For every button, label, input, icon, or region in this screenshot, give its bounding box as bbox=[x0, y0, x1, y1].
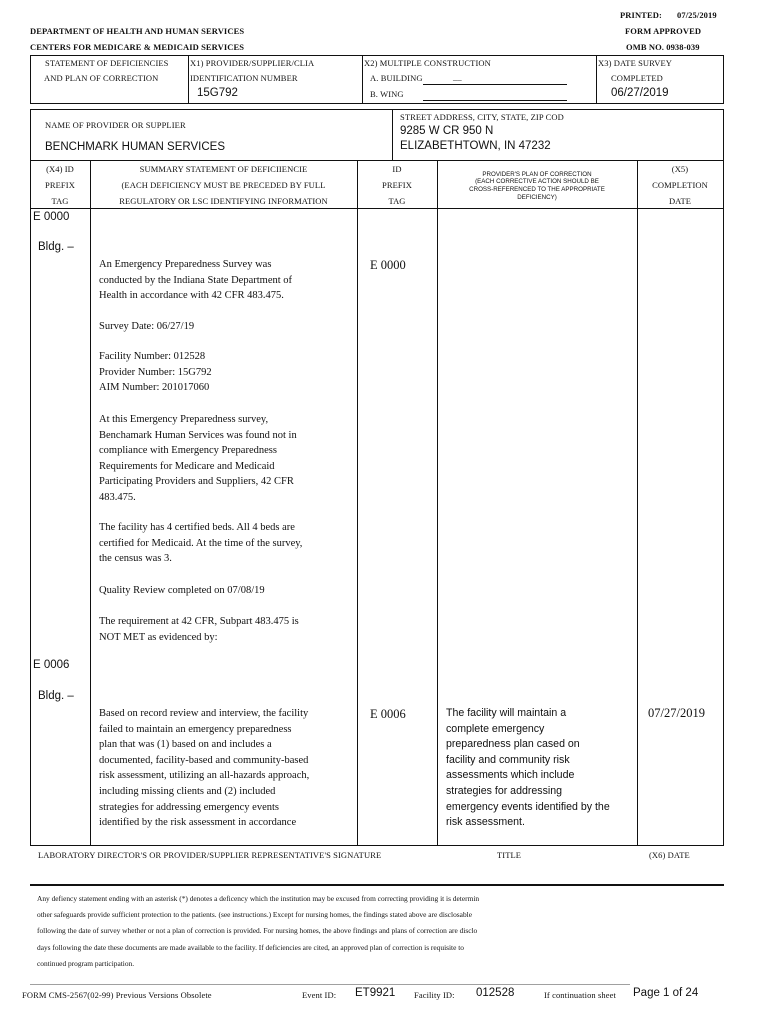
deficiency-paragraph-2: Survey Date: 06/27/19 bbox=[99, 321, 195, 332]
x5-header-2: COMPLETION bbox=[652, 180, 708, 190]
id-header-2: PREFIX bbox=[382, 180, 412, 190]
tag-e0006-right: E 0006 bbox=[370, 707, 406, 721]
form-approved: FORM APPROVED bbox=[625, 26, 702, 36]
x1-label-1: X1) PROVIDER/SUPPLIER/CLIA bbox=[190, 58, 315, 68]
omb-number: OMB NO. 0938-039 bbox=[626, 42, 700, 52]
event-id-label: Event ID: bbox=[302, 990, 337, 1000]
printed-date: 07/25/2019 bbox=[677, 10, 717, 20]
id-header-1: ID bbox=[392, 164, 402, 174]
x5-header-3: DATE bbox=[668, 196, 692, 206]
bldg-label-1: Bldg. – bbox=[38, 241, 74, 253]
cms-title: CENTERS FOR MEDICARE & MEDICAID SERVICES bbox=[30, 42, 245, 52]
x4-header-2: PREFIX bbox=[45, 180, 75, 190]
printed-label: PRINTED: bbox=[620, 10, 662, 20]
form-number: FORM CMS-2567(02-99) Previous Versions Obsolete bbox=[22, 990, 212, 1000]
summary-header-2: (EACH DEFICIENCY MUST BE PRECEDED BY FULL bbox=[121, 180, 326, 190]
address-label: STREET ADDRESS, CITY, STATE, ZIP COD bbox=[400, 112, 564, 122]
provider-name: BENCHMARK HUMAN SERVICES bbox=[45, 141, 225, 153]
id-header-3: TAG bbox=[388, 196, 406, 206]
summary-header-1: SUMMARY STATEMENT OF DEFICIIENCIE bbox=[139, 164, 308, 174]
x5-header-1: (X5) bbox=[671, 164, 689, 174]
continuation-label: If continuation sheet bbox=[544, 990, 616, 1000]
x3-label-1: X3) DATE SURVEY bbox=[598, 58, 673, 68]
tag-e0000-right: E 0000 bbox=[370, 258, 406, 272]
deficiency-paragraph-8: Based on record review and interview, the facility failed to maintain an emergency preparedness plan that was (1) based on and includes a documented, facility-based and community-based risk assessment, utilizing an all-hazards approach, including missing clients and (2) included strategies for addressing emergency events identified by the risk assessment in accordance bbox=[99, 708, 310, 829]
wing-label: B. WING bbox=[370, 89, 404, 99]
date-label: (X6) DATE bbox=[649, 850, 690, 860]
department-title: DEPARTMENT OF HEALTH AND HUMAN SERVICES bbox=[30, 26, 245, 36]
x4-header-3: TAG bbox=[51, 196, 69, 206]
building-value: __ bbox=[453, 72, 462, 82]
tag-e0006: E 0006 bbox=[33, 659, 70, 671]
poc-header-1: PROVIDER'S PLAN OF CORRECTION bbox=[482, 171, 592, 178]
facility-id-label: Facility ID: bbox=[414, 990, 455, 1000]
statement-label-1: STATEMENT OF DEFICIENCIES bbox=[45, 58, 169, 68]
x3-label-2: COMPLETED bbox=[611, 73, 663, 83]
poc-header-2: (EACH CORRECTIVE ACTION SHOULD BE bbox=[475, 178, 599, 185]
deficiency-paragraph-1: An Emergency Preparedness Survey was conducted by the Indiana State Department of Health in accordance with 42 CFR 483.475. bbox=[99, 259, 293, 302]
tag-e0000: E 0000 bbox=[33, 211, 70, 223]
event-id-value: ET9921 bbox=[355, 987, 396, 999]
signature-label: LABORATORY DIRECTOR'S OR PROVIDER/SUPPLIER REPRESENTATIVE'S SIGNATURE bbox=[38, 850, 382, 860]
x4-header-1: (X4) ID bbox=[46, 164, 74, 174]
title-label: TITLE bbox=[497, 850, 522, 860]
footnote: Any defiency statement ending with an asterisk (*) denotes a deficency which the institution may be excused from correcting providing it is determin other safeguards provide sufficient protection to the patients. (see instructions.) Except for nursing homes, the findings stated above are disclosable following the date of survey whether or not a plan of correction is provided. For nursing homes, the above findings and plans of correction are disclo days following the date these documents are made available to the facility. If deficiencies are cited, an approved plan of correction is requisite to continued program participation. bbox=[37, 894, 480, 968]
poc-header-3: CROSS-REFERENCED TO THE APPROPRIATE bbox=[469, 186, 605, 193]
deficiency-paragraph-6: Quality Review completed on 07/08/19 bbox=[99, 585, 265, 596]
survey-date: 06/27/2019 bbox=[611, 87, 669, 99]
provider-name-label: NAME OF PROVIDER OR SUPPLIER bbox=[45, 120, 186, 130]
deficiency-paragraph-7: The requirement at 42 CFR, Subpart 483.475 is NOT MET as evidenced by: bbox=[99, 616, 299, 643]
page-number: Page 1 of 24 bbox=[633, 987, 699, 999]
statement-label-2: AND PLAN OF CORRECTION bbox=[44, 73, 159, 83]
address-line-2: ELIZABETHTOWN, IN 47232 bbox=[400, 140, 551, 152]
poc-header-4: DEFICIENCY) bbox=[517, 194, 557, 201]
provider-id: 15G792 bbox=[197, 87, 238, 99]
bldg-label-2: Bldg. – bbox=[38, 690, 74, 702]
facility-id-value: 012528 bbox=[476, 987, 515, 999]
x2-label: X2) MULTIPLE CONSTRUCTION bbox=[364, 58, 491, 68]
deficiency-paragraph-4: At this Emergency Preparedness survey, Benchamark Human Services was found not in compliance with Emergency Preparedness Requirements for Medicare and Medicaid Participating Providers and Suppliers, 42 CFR 483.475. bbox=[99, 414, 297, 503]
deficiency-paragraph-3: Facility Number: 012528 Provider Number: 15G792 AIM Number: 201017060 bbox=[99, 351, 212, 394]
x1-label-2: IDENTIFICATION NUMBER bbox=[190, 73, 298, 83]
completion-date: 07/27/2019 bbox=[648, 706, 705, 720]
summary-header-3: REGULATORY OR LSC IDENTIFYING INFORMATION bbox=[119, 196, 328, 206]
plan-of-correction-text: The facility will maintain a complete emergency preparedness plan cased on facility and community risk assessments which include strategies for addressing emergency events identified by the risk assessment. bbox=[446, 707, 610, 829]
address-line-1: 9285 W CR 950 N bbox=[400, 125, 494, 137]
building-label: A. BUILDING bbox=[370, 73, 423, 83]
deficiency-paragraph-5: The facility has 4 certified beds. All 4 beds are certified for Medicaid. At the time of the survey, the census was 3. bbox=[99, 522, 303, 565]
